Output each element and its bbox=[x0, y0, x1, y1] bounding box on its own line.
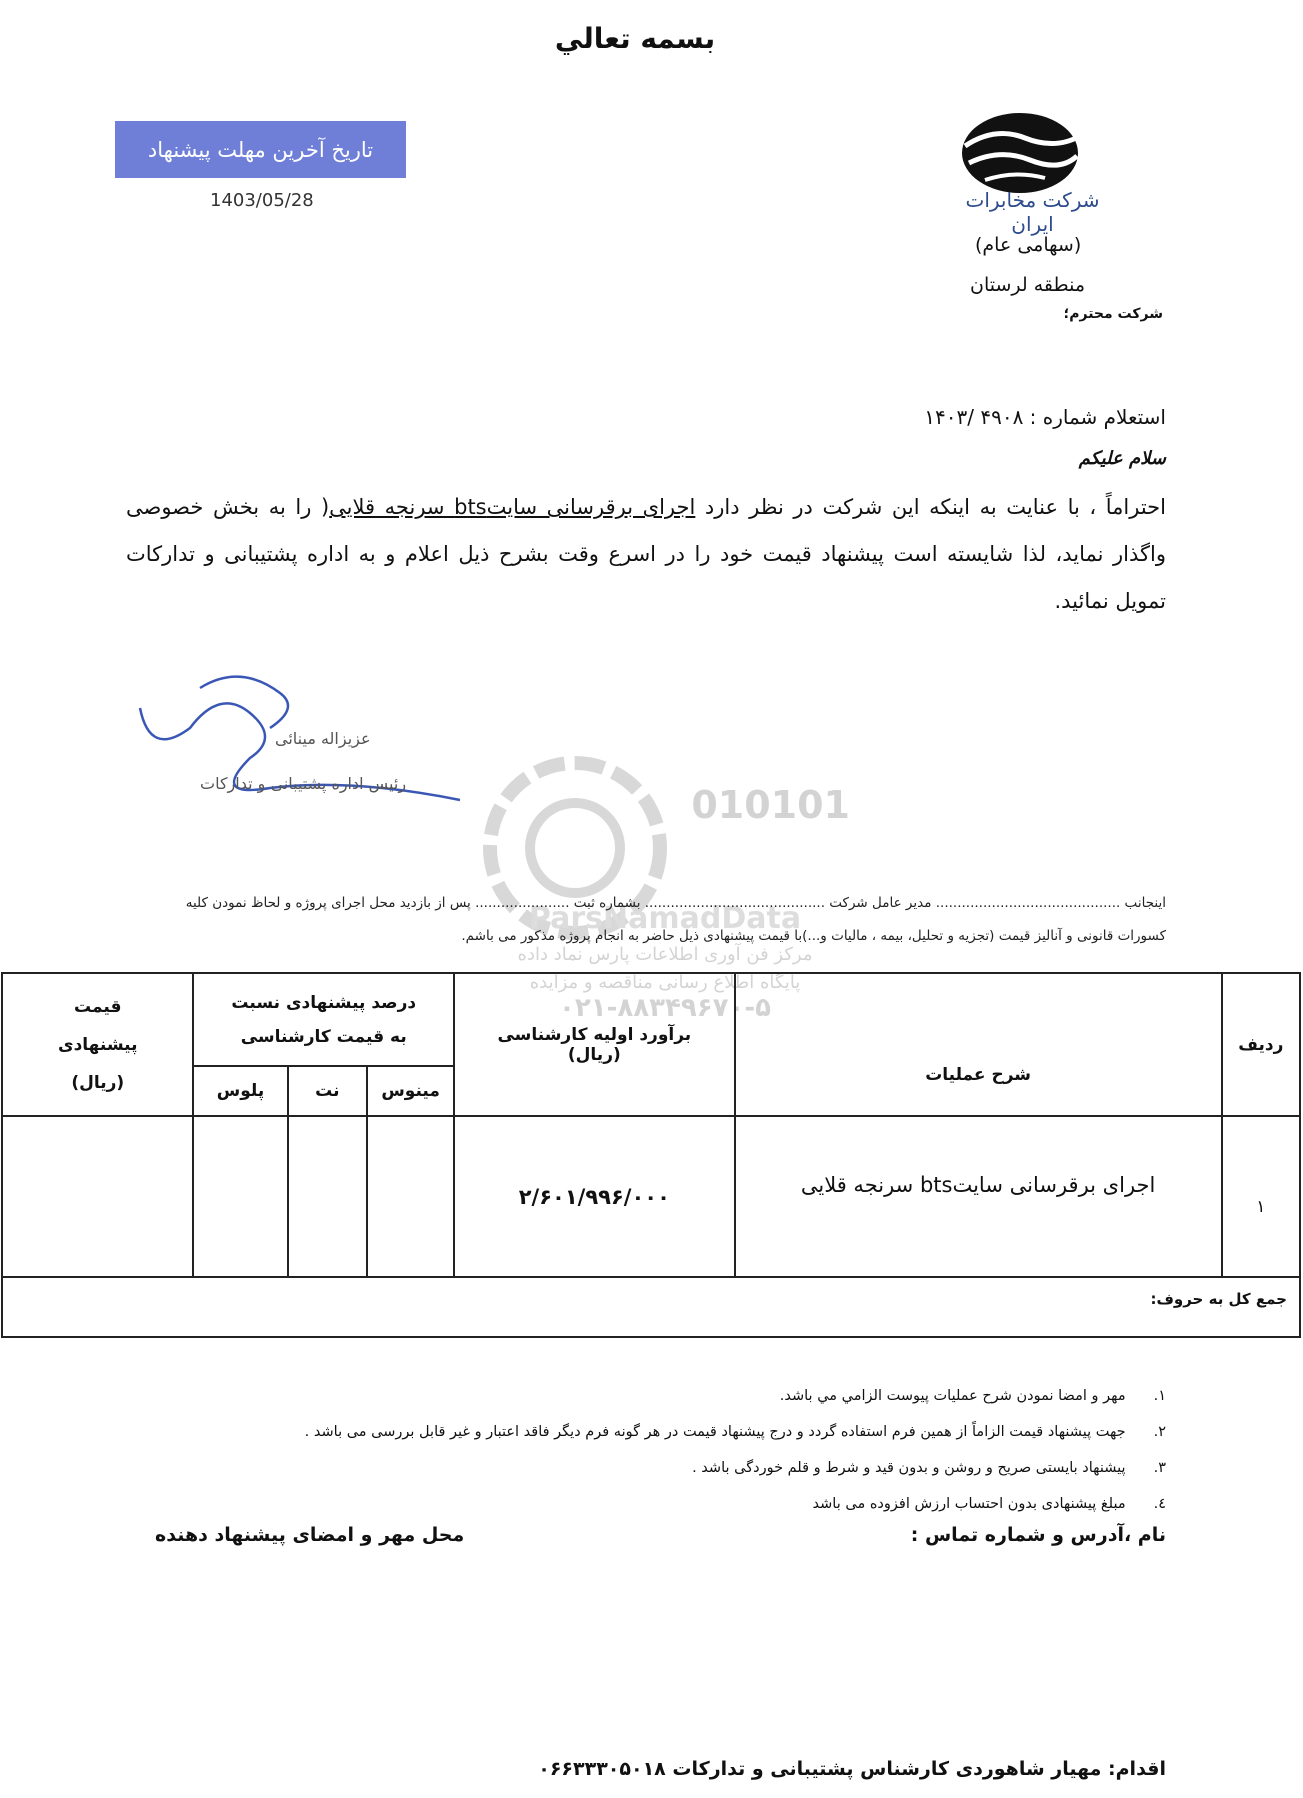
stamp-phone: ۰۲۱-۸۸۳۴۹۶۷۰-۵ bbox=[558, 993, 772, 1018]
list-item: ٣. پیشنهاد بایستی صریح و روشن و بدون قید و شرط و قلم خوردگی باشد . bbox=[692, 1460, 1166, 1476]
header-plus: پلوس bbox=[193, 1066, 287, 1116]
stamp-brand: ParsNamadData bbox=[528, 901, 802, 936]
stamp-line-2: پایگاه اطلاع رسانی مناقصه و مزایده bbox=[529, 972, 801, 993]
total-in-words-label: جمع کل به حروف: bbox=[2, 1277, 1300, 1337]
declaration-line-1: اینجانب ........................................... مدیر عامل شرکت .......................................... بشماره ثبت ...................... پس از بازدید محل اجرای پروژه و لحاظ نمودن کلیه bbox=[185, 895, 1166, 911]
declaration-line-2: کسورات قانونی و آنالیز قیمت (تجزیه و تحلیل، بیمه ، مالیات و...)با قیمت پیشنهادی ذیل حاضر به انجام پروژه مذکور می باشم. bbox=[461, 928, 1166, 944]
list-item: ٢. جهت پیشنهاد قیمت الزاماً از همین فرم استفاده گردد و درج پیشنهاد قیمت در هر گونه فرم دیگر فاقد اعتبار و غیر قابل بررسی می باشد . bbox=[304, 1424, 1166, 1440]
deadline-label-box: تاریخ آخرین مهلت پیشنهاد bbox=[115, 121, 406, 178]
stamp-line-1: مرکز فن آوری اطلاعات پارس نماد داده bbox=[517, 944, 813, 965]
header-net: نت bbox=[288, 1066, 368, 1116]
greeting: سلام علیکم bbox=[1078, 448, 1166, 469]
notes-list bbox=[116, 1378, 1166, 1522]
company-region: منطقه لرستان bbox=[970, 274, 1086, 296]
stamp-numbers: 010101 bbox=[691, 783, 850, 827]
header-description: شرح عملیات bbox=[735, 973, 1222, 1116]
header-percent: درصد پیشنهادی نسبت به قیمت کارشناسی bbox=[193, 973, 454, 1066]
signer-name: عزیزاله مینائی bbox=[275, 729, 371, 748]
project-title: اجرای برقرسانی سایتbts سرنجه قلایی bbox=[329, 495, 696, 519]
header-offer: قیمت پیشنهادی (ریال) bbox=[2, 973, 193, 1116]
seal-label: محل مهر و امضای پیشنهاد دهنده bbox=[155, 1524, 465, 1546]
signature-scribble-icon bbox=[130, 668, 540, 828]
contact-label: نام ،آدرس و شماره تماس : bbox=[910, 1524, 1166, 1546]
table-row bbox=[2, 1116, 1300, 1277]
list-item: ٤. مبلغ پیشنهادی بدون احتساب ارزش افزوده می باشد bbox=[812, 1496, 1166, 1512]
body-part-2: ( را به بخش خصوصی واگذار نماید، لذا شایسته است پیشنهاد قیمت خود را در اسرع وقت بشرح ذیل اعلام و به اداره پشتیبانی و تدارکات تمویل نمائید. bbox=[126, 495, 1166, 613]
company-name: شرکت مخابرات ایران bbox=[965, 188, 1100, 236]
cell-estimate: ۲/۶۰۱/۹۹۶/۰۰۰ bbox=[454, 1116, 735, 1277]
company-logo-icon bbox=[955, 108, 1085, 198]
header-minus: مینوس bbox=[367, 1066, 454, 1116]
deadline-date: 1403/05/28 bbox=[210, 190, 314, 211]
company-type: (سهامی عام) bbox=[975, 234, 1082, 256]
cell-row-no: ۱ bbox=[1222, 1116, 1300, 1277]
header-estimate: برآورد اولیه کارشناسی (ریال) bbox=[454, 973, 735, 1116]
body-part-1: احتراماً ، با عنایت به اینکه این شرکت در نظر دارد bbox=[695, 495, 1166, 519]
addressee: شرکت محترم؛ bbox=[1063, 306, 1163, 322]
signer-title: رئیس اداره پشتیبانی و تدارکات bbox=[200, 774, 407, 793]
cell-plus[interactable] bbox=[193, 1116, 287, 1277]
cell-offer[interactable] bbox=[2, 1116, 193, 1277]
document-heading: بسمه تعالي bbox=[554, 22, 716, 55]
cell-description: اجرای برقرسانی سایتbts سرنجه قلایی bbox=[735, 1116, 1222, 1277]
cell-net[interactable] bbox=[288, 1116, 368, 1277]
header-row-no: ردیف bbox=[1222, 973, 1300, 1116]
cell-minus[interactable] bbox=[367, 1116, 454, 1277]
list-item: ١. مهر و امضا نمودن شرح عملیات پیوست الزامي مي باشد. bbox=[779, 1388, 1166, 1404]
action-officer: اقدام: مهیار شاهوردی کارشناس پشتیبانی و تدارکات ۰۶۶۳۳۳۰۵۰۱۸ bbox=[538, 1758, 1166, 1780]
letter-body bbox=[126, 484, 1166, 625]
inquiry-number: استعلام شماره : ۴۹۰۸ /۱۴۰۳ bbox=[924, 405, 1166, 429]
price-table bbox=[1, 972, 1301, 1338]
